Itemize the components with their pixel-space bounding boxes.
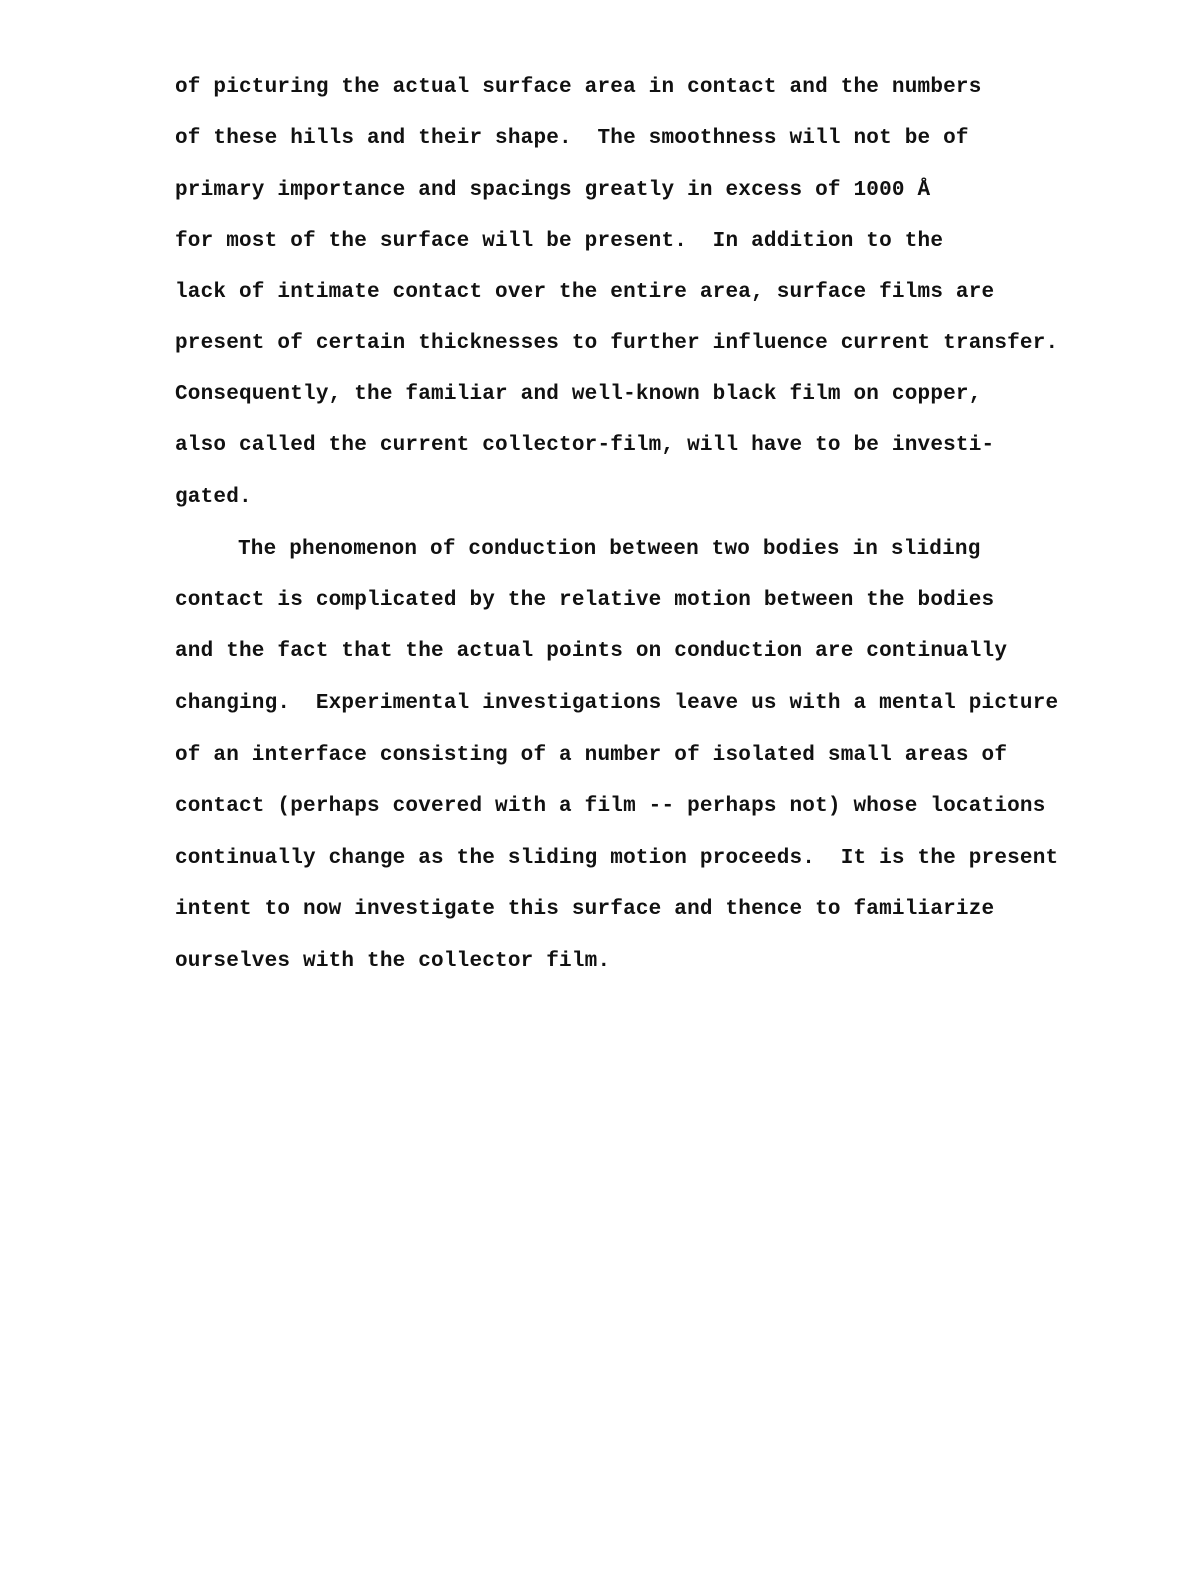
text-line: lack of intimate contact over the entire area, surface films are xyxy=(175,281,995,304)
text-line: primary importance and spacings greatly in excess of 1000 Å xyxy=(175,179,931,202)
text-line: present of certain thicknesses to further influence current transfer. xyxy=(175,332,1059,355)
text-line: intent to now investigate this surface and thence to familiarize xyxy=(175,898,995,921)
text-line: of an interface consisting of a number of isolated small areas of xyxy=(175,744,1008,767)
text-line: Consequently, the familiar and well-known black film on copper, xyxy=(175,383,982,406)
paragraph-first-line: The phenomenon of conduction between two bodies in sliding xyxy=(238,538,981,561)
text-line: continually change as the sliding motion proceeds. It is the present xyxy=(175,847,1059,870)
text-line: changing. Experimental investigations leave us with a mental picture xyxy=(175,692,1059,715)
text-line: of picturing the actual surface area in contact and the numbers xyxy=(175,76,982,99)
text-line: and the fact that the actual points on conduction are continually xyxy=(175,640,1008,663)
text-line: of these hills and their shape. The smoothness will not be of xyxy=(175,127,969,150)
text-line: ourselves with the collector film. xyxy=(175,950,611,973)
text-line: contact is complicated by the relative motion between the bodies xyxy=(175,589,995,612)
text-line: also called the current collector-film, will have to be investi- xyxy=(175,434,995,457)
text-line: gated. xyxy=(175,486,252,509)
text-line: for most of the surface will be present. In addition to the xyxy=(175,230,944,253)
text-line: contact (perhaps covered with a film -- perhaps not) whose locations xyxy=(175,795,1046,818)
